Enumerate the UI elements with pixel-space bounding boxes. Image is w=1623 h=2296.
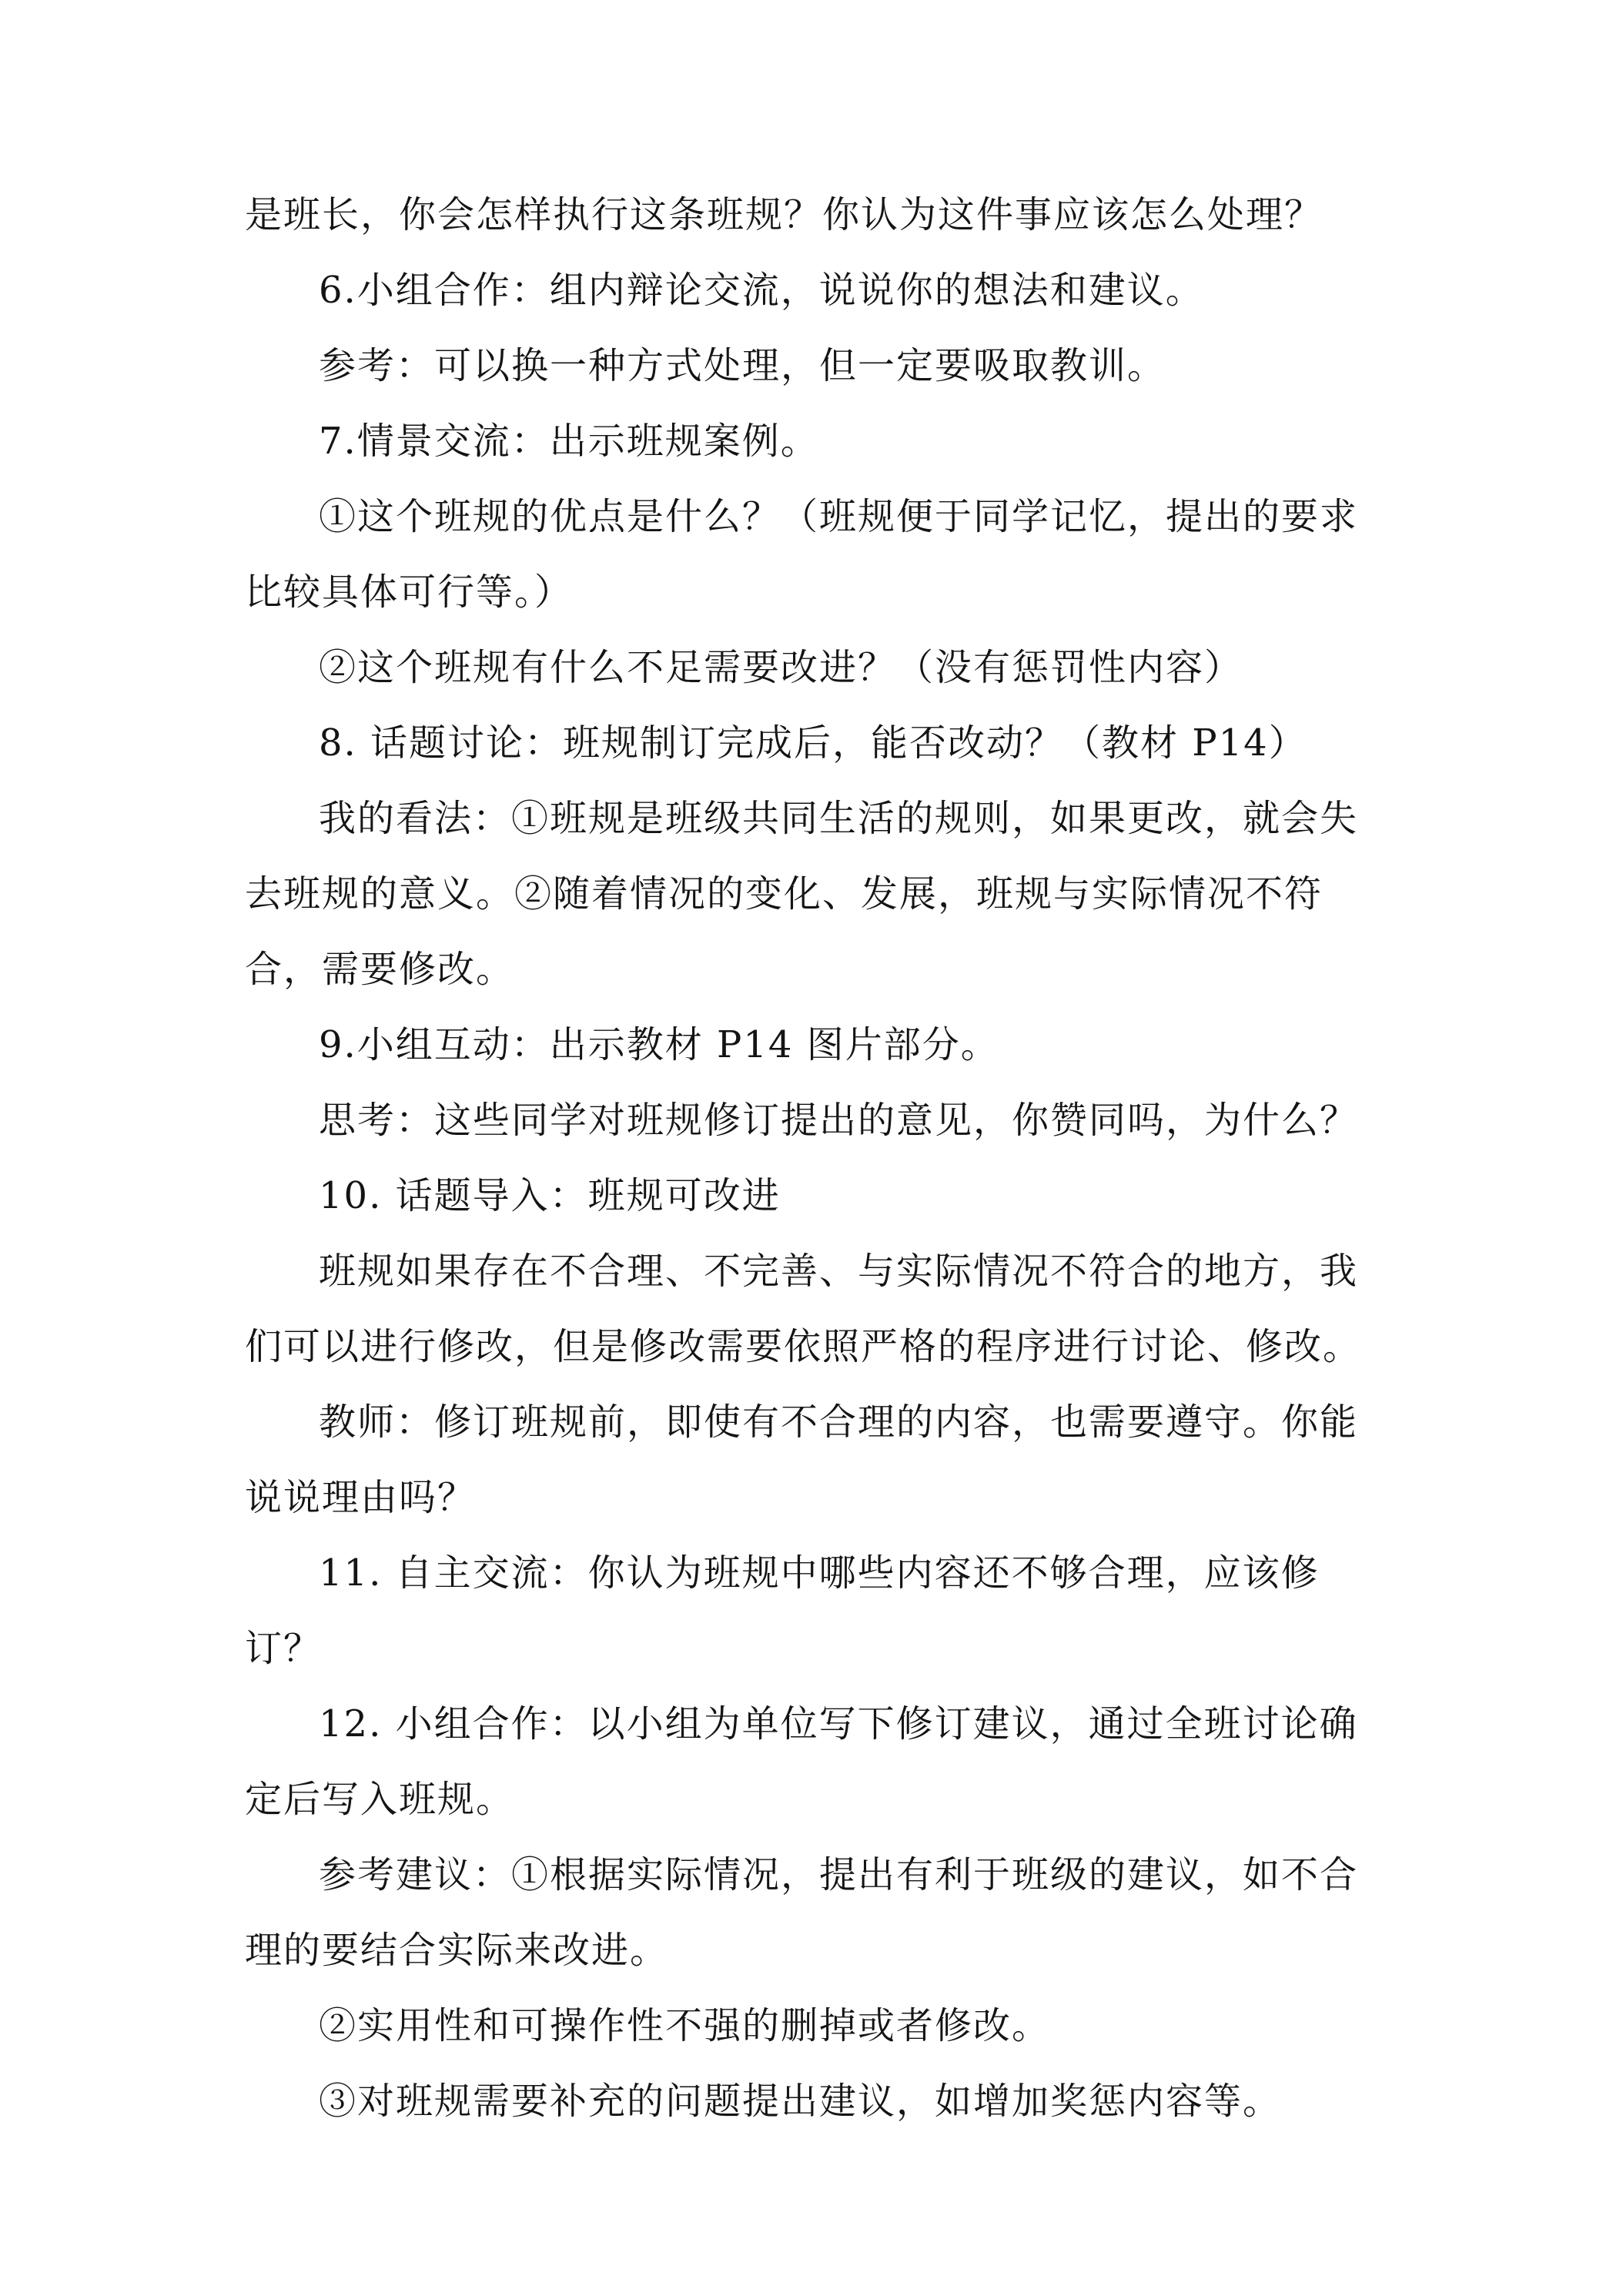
paragraph-question-1: ①这个班规的优点是什么？（班规便于同学记忆，提出的要求比较具体可行等。）	[245, 495, 1359, 614]
paragraph-suggestion-1: 参考建议：①根据实际情况，提出有利于班级的建议，如不合理的要结合实际来改进。	[245, 1853, 1359, 1972]
paragraph-continuation: 是班长，你会怎样执行这条班规？你认为这件事应该怎么处理？	[245, 193, 1323, 236]
paragraph-teacher: 教师：修订班规前，即使有不合理的内容，也需要遵守。你能说说理由吗？	[245, 1401, 1359, 1519]
paragraph-think: 思考：这些同学对班规修订提出的意见，你赞同吗，为什么？	[319, 1099, 1359, 1142]
paragraph-rule-improve: 班规如果存在不合理、不完善、与实际情况不符合的地方，我们可以进行修改，但是修改需要依照严格的程序进行讨论、修改。	[245, 1250, 1362, 1368]
paragraph-item-11: 11. 自主交流：你认为班规中哪些内容还不够合理，应该修订？	[245, 1551, 1320, 1670]
paragraph-suggestion-2: ②实用性和可操作性不强的删掉或者修改。	[319, 2004, 1051, 2047]
paragraph-opinion: 我的看法：①班规是班级共同生活的规则，如果更改，就会失去班规的意义。②随着情况的变化、发展，班规与实际情况不符合，需要修改。	[245, 797, 1359, 991]
paragraph-item-10: 10. 话题导入：班规可改进	[319, 1174, 781, 1217]
paragraph-item-7: 7.情景交流：出示班规案例。	[319, 420, 819, 463]
paragraph-item-9: 9.小组互动：出示教材 P14 图片部分。	[319, 1023, 999, 1066]
paragraph-question-2: ②这个班规有什么不足需要改进？（没有惩罚性内容）	[319, 646, 1243, 689]
document-body	[245, 177, 1384, 2139]
paragraph-suggestion-3: ③对班规需要补充的问题提出建议，如增加奖惩内容等。	[319, 2080, 1282, 2123]
paragraph-reference-6: 参考：可以换一种方式处理，但一定要吸取教训。	[319, 344, 1166, 387]
paragraph-item-6: 6.小组合作：组内辩论交流，说说你的想法和建议。	[319, 269, 1204, 312]
paragraph-item-8: 8. 话题讨论：班规制订完成后，能否改动？（教材 P14）	[319, 721, 1307, 765]
paragraph-item-12: 12. 小组合作：以小组为单位写下修订建议，通过全班讨论确定后写入班规。	[245, 1702, 1358, 1821]
